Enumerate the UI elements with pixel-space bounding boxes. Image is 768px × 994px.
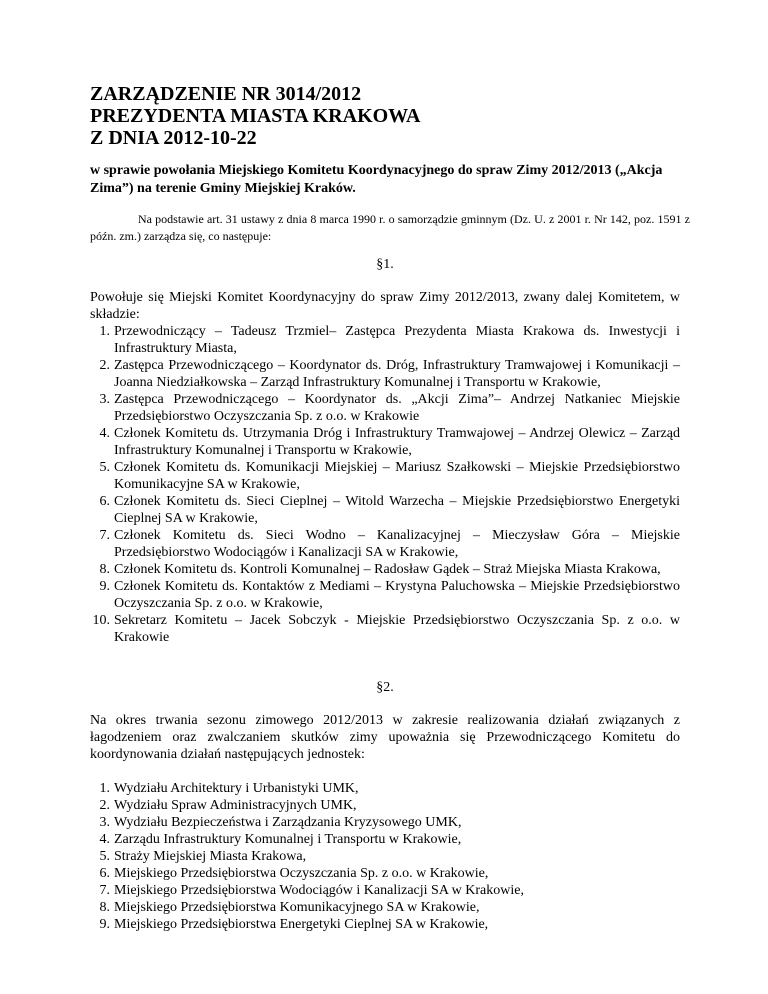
- document-subject: w sprawie powołania Miejskiego Komitetu Koordynacyjnego do spraw Zimy 2012/2013 („Akcja Zima”) na terenie Gminy Miejskiej Kraków.: [90, 163, 663, 196]
- list-item: [90, 865, 680, 882]
- list-item: [90, 561, 680, 578]
- list-item-number: 3.: [99, 392, 110, 407]
- list-item-text: Wydziału Bezpieczeństwa i Zarządzania Kryzysowego UMK,: [114, 815, 462, 830]
- list-item-number: 2.: [99, 798, 110, 813]
- list-item-number: 1.: [99, 324, 110, 339]
- list-item: [90, 527, 680, 561]
- list-item: [90, 831, 680, 848]
- list-item-number: 9.: [99, 917, 110, 932]
- list-item: [90, 425, 680, 459]
- title-line-2: PREZYDENTA MIASTA KRAKOWA: [90, 105, 421, 127]
- list-item-number: 1.: [99, 781, 110, 796]
- title-line-1: ZARZĄDZENIE NR 3014/2012: [90, 83, 362, 105]
- list-item: [90, 391, 680, 425]
- list-item-text: Zastępca Przewodniczącego – Koordynator ds. Dróg, Infrastruktury Tramwajowej i Komunikacji – Joanna Niedziałkowska – Zarząd Infrastruktury Komunalnej i Transportu w Krakowie,: [114, 358, 680, 390]
- list-item-text: Członek Komitetu ds. Kontroli Komunalnej – Radosław Gądek – Straż Miejska Miasta Krakowa,: [114, 562, 661, 577]
- list-item-number: 5.: [99, 460, 110, 475]
- list-item-text: Zarządu Infrastruktury Komunalnej i Transportu w Krakowie,: [114, 832, 462, 847]
- coordinated-units-list: [90, 780, 680, 933]
- list-item-text: Miejskiego Przedsiębiorstwa Wodociągów i Kanalizacji SA w Krakowie,: [114, 883, 524, 898]
- list-item-text: Członek Komitetu ds. Utrzymania Dróg i Infrastruktury Tramwajowej – Andrzej Olewicz – Zarząd Infrastruktury Komunalnej i Transportu w Krakowie,: [114, 426, 680, 458]
- list-item: [90, 357, 680, 391]
- list-item-text: Sekretarz Komitetu – Jacek Sobczyk - Miejskie Przedsiębiorstwo Oczyszczania Sp. z o.o. w Krakowie: [114, 613, 680, 645]
- list-item-number: 4.: [99, 832, 110, 847]
- section-1-intro: Powołuje się Miejski Komitet Koordynacyjny do spraw Zimy 2012/2013, zwany dalej Komitetem, w składzie:: [90, 290, 680, 322]
- list-item-text: Wydziału Architektury i Urbanistyki UMK,: [114, 781, 359, 796]
- list-item-number: 6.: [99, 866, 110, 881]
- list-item: [90, 578, 680, 612]
- section-2-heading: §2.: [376, 680, 394, 695]
- list-item-text: Straży Miejskiej Miasta Krakowa,: [114, 849, 307, 864]
- committee-members-list: [90, 323, 680, 646]
- section-2-intro: Na okres trwania sezonu zimowego 2012/2013 w zakresie realizowania działań związanych z łagodzeniem oraz zwalczaniem skutków zimy upoważnia się Przewodniczącego Komitetu do koordynowania działań następujących jednostek:: [90, 713, 680, 762]
- list-item-number: 5.: [99, 849, 110, 864]
- list-item-text: Członek Komitetu ds. Kontaktów z Mediami – Krystyna Paluchowska – Miejskie Przedsiębiorstwo Oczyszczania Sp. z o.o. w Krakowie,: [114, 579, 680, 611]
- list-item: [90, 780, 680, 797]
- list-item: [90, 493, 680, 527]
- list-item: [90, 459, 680, 493]
- list-item: [90, 882, 680, 899]
- list-item-number: 8.: [99, 900, 110, 915]
- list-item-number: 7.: [99, 883, 110, 898]
- list-item: [90, 899, 680, 916]
- list-item-text: Członek Komitetu ds. Sieci Cieplnej – Witold Warzecha – Miejskie Przedsiębiorstwo Energetyki Cieplnej SA w Krakowie,: [114, 494, 680, 526]
- list-item-number: 10.: [92, 613, 110, 628]
- list-item: [90, 797, 680, 814]
- list-item: [90, 848, 680, 865]
- list-item: [90, 323, 680, 357]
- list-item-text: Miejskiego Przedsiębiorstwa Komunikacyjnego SA w Krakowie,: [114, 900, 480, 915]
- list-item-number: 7.: [99, 528, 110, 543]
- document-title: [90, 83, 690, 149]
- section-1-heading: §1.: [376, 257, 394, 272]
- list-item-text: Przewodniczący – Tadeusz Trzmiel– Zastępca Prezydenta Miasta Krakowa ds. Inwestycji i Infrastruktury Miasta,: [114, 324, 680, 356]
- list-item-number: 8.: [99, 562, 110, 577]
- list-item-number: 2.: [99, 358, 110, 373]
- list-item-number: 6.: [99, 494, 110, 509]
- list-item: [90, 814, 680, 831]
- list-item-number: 4.: [99, 426, 110, 441]
- list-item-text: Członek Komitetu ds. Sieci Wodno – Kanalizacyjnej – Mieczysław Góra – Miejskie Przedsiębiorstwo Wodociągów i Kanalizacji SA w Krakowie,: [114, 528, 680, 560]
- list-item-text: Wydziału Spraw Administracyjnych UMK,: [114, 798, 357, 813]
- list-item: [90, 612, 680, 646]
- list-item-number: 3.: [99, 815, 110, 830]
- title-line-3: Z DNIA 2012-10-22: [90, 127, 257, 149]
- list-item-text: Miejskiego Przedsiębiorstwa Energetyki Cieplnej SA w Krakowie,: [114, 917, 489, 932]
- list-item-text: Zastępca Przewodniczącego – Koordynator ds. „Akcji Zima”– Andrzej Natkaniec Miejskie Przedsiębiorstwo Oczyszczania Sp. z o.o. w Krakowie: [114, 392, 680, 424]
- list-item: [90, 916, 680, 933]
- list-item-number: 9.: [99, 579, 110, 594]
- legal-basis-preamble: Na podstawie art. 31 ustawy z dnia 8 marca 1990 r. o samorządzie gminnym (Dz. U. z 2001 r. Nr 142, poz. 1591 z późn. zm.) zarządza się, co następuje:: [90, 212, 690, 243]
- list-item-text: Członek Komitetu ds. Komunikacji Miejskiej – Mariusz Szałkowski – Miejskie Przedsiębiorstwo Komunikacyjne SA w Krakowie,: [114, 460, 680, 492]
- list-item-text: Miejskiego Przedsiębiorstwa Oczyszczania Sp. z o.o. w Krakowie,: [114, 866, 489, 881]
